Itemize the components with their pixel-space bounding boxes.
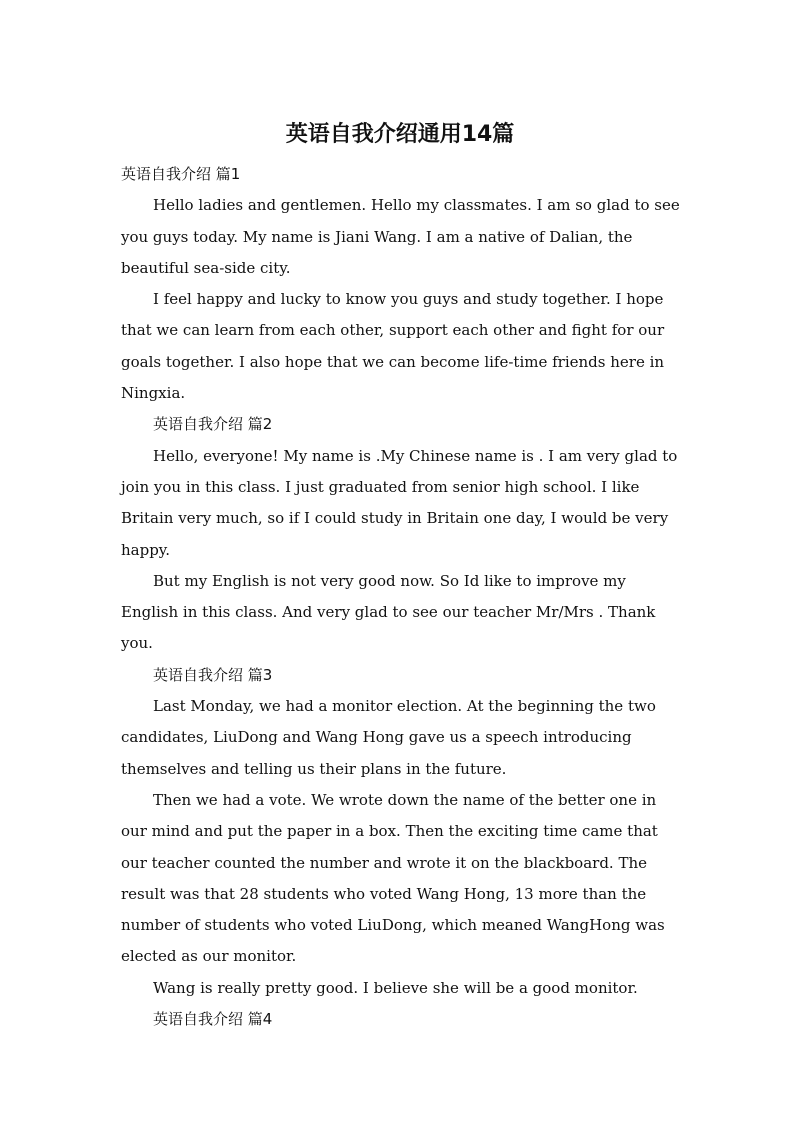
paragraph: Then we had a vote. We wrote down the name of the better one in our mind and put the paper in a box. Then the exciting time came that our teacher counted the number and wrote it on the blackboard. The result was that 28 students who voted Wang Hong, 13 more than the number of students who voted LiuDong, which meaned WangHong was elected as our monitor. [121,790,665,966]
paragraph: Last Monday, we had a monitor election. At the beginning the two candidates, LiuDong and Wang Hong gave us a speech introducing themselves and telling us their plans in the future. [121,697,656,778]
paragraph: But my English is not very good now. So Id like to improve my English in this class. And very glad to see our teacher Mr/Mrs . Thank you. [121,571,656,653]
paragraph: Hello, everyone! My name is .My Chinese name is . I am very glad to join you in this class. I just graduated from senior high school. I like Britain very much, so if I could study in Britain one day, I would be very happy. [121,446,678,559]
document-body [121,159,681,1035]
section-heading-1: 英语自我介绍 篇1 [121,165,241,183]
document-title: 英语自我介绍通用14篇 [285,122,515,147]
paragraph: I feel happy and lucky to know you guys and study together. I hope that we can learn from each other, support each other and fight for our goals together. I also hope that we can become life-time friends here in Ningxia. [121,290,665,403]
section-heading-4: 英语自我介绍 篇4 [153,1010,273,1029]
section-heading-3: 英语自我介绍 篇3 [153,665,273,684]
paragraph: Wang is really pretty good. I believe she will be a good monitor. [153,978,638,997]
paragraph: Hello ladies and gentlemen. Hello my classmates. I am so glad to see you guys today. My name is Jiani Wang. I am a native of Dalian, the beautiful sea-side city. [121,196,680,277]
section-heading-2: 英语自我介绍 篇2 [153,415,273,434]
